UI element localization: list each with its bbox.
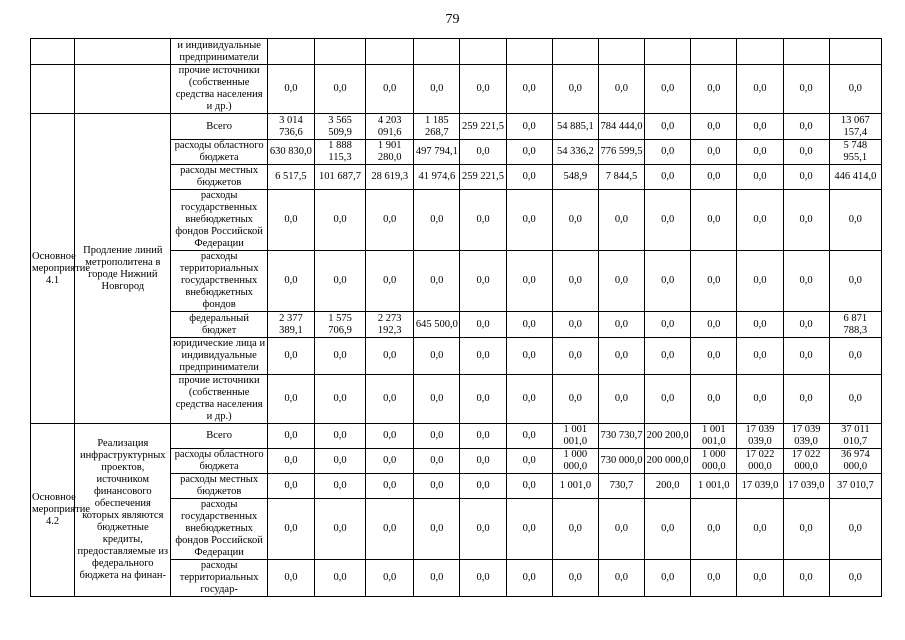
empty-cell: [75, 65, 171, 114]
value-cell: 0,0: [645, 114, 691, 140]
value-cell: [783, 39, 829, 65]
value-cell: 1 001 001,0: [552, 424, 598, 449]
value-cell: 0,0: [506, 251, 552, 312]
value-cell: 0,0: [506, 114, 552, 140]
value-cell: 730 000,0: [598, 449, 644, 474]
value-cell: [414, 39, 460, 65]
value-cell: 0,0: [552, 375, 598, 424]
table-body: [31, 39, 882, 597]
value-cell: [737, 39, 783, 65]
value-cell: [552, 39, 598, 65]
value-cell: 784 444,0: [598, 114, 644, 140]
value-cell: 0,0: [645, 560, 691, 597]
value-cell: 0,0: [366, 449, 414, 474]
value-cell: 1 901 280,0: [366, 140, 414, 165]
value-cell: 0,0: [552, 312, 598, 338]
value-cell: 0,0: [829, 190, 881, 251]
measure-desc: Продление линий метрополитена в городе Нижний Новгород: [75, 114, 171, 424]
value-cell: 0,0: [414, 499, 460, 560]
value-cell: 645 500,0: [414, 312, 460, 338]
value-cell: 0,0: [737, 165, 783, 190]
value-cell: 0,0: [267, 251, 314, 312]
value-cell: 776 599,5: [598, 140, 644, 165]
value-cell: 0,0: [314, 424, 365, 449]
value-cell: 0,0: [366, 424, 414, 449]
value-cell: 17 039,0: [783, 474, 829, 499]
value-cell: 0,0: [506, 474, 552, 499]
value-cell: 0,0: [552, 65, 598, 114]
value-cell: 0,0: [460, 375, 506, 424]
value-cell: 54 885,1: [552, 114, 598, 140]
value-cell: 0,0: [691, 251, 737, 312]
value-cell: 0,0: [267, 375, 314, 424]
table-row: [31, 424, 882, 449]
value-cell: 17 022 000,0: [783, 449, 829, 474]
value-cell: [314, 39, 365, 65]
value-cell: 0,0: [460, 424, 506, 449]
value-cell: 259 221,5: [460, 165, 506, 190]
value-cell: 0,0: [460, 251, 506, 312]
value-cell: [506, 39, 552, 65]
value-cell: 0,0: [366, 375, 414, 424]
value-cell: 0,0: [737, 375, 783, 424]
value-cell: 0,0: [460, 499, 506, 560]
empty-cell: [31, 65, 75, 114]
value-cell: 6 517,5: [267, 165, 314, 190]
value-cell: 0,0: [645, 312, 691, 338]
value-cell: 497 794,1: [414, 140, 460, 165]
value-cell: 0,0: [506, 65, 552, 114]
value-cell: 0,0: [414, 251, 460, 312]
value-cell: 730 730,7: [598, 424, 644, 449]
value-cell: 0,0: [691, 114, 737, 140]
value-cell: 28 619,3: [366, 165, 414, 190]
value-cell: 0,0: [783, 375, 829, 424]
value-cell: 0,0: [366, 190, 414, 251]
value-cell: 548,9: [552, 165, 598, 190]
value-cell: [366, 39, 414, 65]
source-cell: федеральный бюджет: [171, 312, 267, 338]
value-cell: 0,0: [366, 474, 414, 499]
value-cell: 0,0: [737, 65, 783, 114]
source-cell: прочие источники (собственные средства населения и др.): [171, 65, 267, 114]
value-cell: 2 273 192,3: [366, 312, 414, 338]
value-cell: 0,0: [783, 312, 829, 338]
value-cell: 5 748 955,1: [829, 140, 881, 165]
value-cell: 730,7: [598, 474, 644, 499]
value-cell: 0,0: [737, 338, 783, 375]
value-cell: 0,0: [506, 312, 552, 338]
value-cell: 0,0: [506, 499, 552, 560]
value-cell: 1 888 115,3: [314, 140, 365, 165]
value-cell: 200 000,0: [645, 449, 691, 474]
value-cell: 7 844,5: [598, 165, 644, 190]
value-cell: 37 010,7: [829, 474, 881, 499]
value-cell: 3 014 736,6: [267, 114, 314, 140]
value-cell: 0,0: [314, 251, 365, 312]
value-cell: [645, 39, 691, 65]
value-cell: 0,0: [691, 375, 737, 424]
value-cell: 13 067 157,4: [829, 114, 881, 140]
value-cell: [267, 39, 314, 65]
value-cell: 0,0: [314, 560, 365, 597]
value-cell: 0,0: [598, 312, 644, 338]
measure-name: Основное мероприятие 4.2: [31, 424, 75, 597]
source-cell: расходы государственных внебюджетных фондов Российской Федерации: [171, 190, 267, 251]
source-cell: расходы местных бюджетов: [171, 165, 267, 190]
value-cell: 0,0: [314, 190, 365, 251]
value-cell: 4 203 091,6: [366, 114, 414, 140]
value-cell: 0,0: [829, 560, 881, 597]
source-cell: Всего: [171, 424, 267, 449]
source-cell: расходы территориальных государственных внебюджетных фондов: [171, 251, 267, 312]
table-row: [31, 39, 882, 65]
value-cell: 17 039,0: [737, 474, 783, 499]
value-cell: 0,0: [645, 499, 691, 560]
value-cell: 17 039 039,0: [783, 424, 829, 449]
value-cell: 0,0: [506, 190, 552, 251]
value-cell: 0,0: [645, 251, 691, 312]
value-cell: 0,0: [314, 338, 365, 375]
value-cell: 0,0: [645, 165, 691, 190]
value-cell: 0,0: [737, 312, 783, 338]
source-cell: и индивидуальные предприниматели: [171, 39, 267, 65]
source-cell: расходы областного бюджета: [171, 449, 267, 474]
value-cell: 0,0: [691, 312, 737, 338]
value-cell: 0,0: [598, 65, 644, 114]
value-cell: 630 830,0: [267, 140, 314, 165]
value-cell: 0,0: [366, 560, 414, 597]
value-cell: 0,0: [414, 560, 460, 597]
value-cell: 0,0: [506, 165, 552, 190]
value-cell: 0,0: [460, 449, 506, 474]
value-cell: 1 185 268,7: [414, 114, 460, 140]
value-cell: 0,0: [267, 65, 314, 114]
value-cell: 0,0: [737, 560, 783, 597]
value-cell: 0,0: [552, 499, 598, 560]
value-cell: 6 871 788,3: [829, 312, 881, 338]
value-cell: 0,0: [783, 499, 829, 560]
value-cell: 0,0: [414, 474, 460, 499]
value-cell: 0,0: [506, 424, 552, 449]
value-cell: 0,0: [552, 560, 598, 597]
value-cell: 0,0: [645, 65, 691, 114]
value-cell: 0,0: [783, 140, 829, 165]
value-cell: 0,0: [598, 499, 644, 560]
source-cell: прочие источники (собственные средства населения и др.): [171, 375, 267, 424]
value-cell: 41 974,6: [414, 165, 460, 190]
value-cell: 0,0: [783, 251, 829, 312]
value-cell: 0,0: [366, 251, 414, 312]
value-cell: 0,0: [506, 140, 552, 165]
value-cell: 1 575 706,9: [314, 312, 365, 338]
measure-name: Основное мероприятие 4.1: [31, 114, 75, 424]
value-cell: 1 001,0: [691, 474, 737, 499]
value-cell: 0,0: [314, 499, 365, 560]
value-cell: 0,0: [314, 449, 365, 474]
value-cell: 1 000 000,0: [691, 449, 737, 474]
value-cell: 0,0: [783, 65, 829, 114]
value-cell: 0,0: [691, 165, 737, 190]
value-cell: 0,0: [506, 375, 552, 424]
value-cell: 36 974 000,0: [829, 449, 881, 474]
value-cell: [598, 39, 644, 65]
value-cell: 0,0: [737, 140, 783, 165]
value-cell: 0,0: [829, 251, 881, 312]
value-cell: 446 414,0: [829, 165, 881, 190]
value-cell: 0,0: [366, 499, 414, 560]
value-cell: 0,0: [691, 560, 737, 597]
source-cell: расходы государственных внебюджетных фондов Российской Федерации: [171, 499, 267, 560]
value-cell: 0,0: [267, 449, 314, 474]
value-cell: 0,0: [506, 449, 552, 474]
value-cell: 0,0: [598, 338, 644, 375]
value-cell: 0,0: [460, 560, 506, 597]
value-cell: 0,0: [414, 190, 460, 251]
value-cell: 0,0: [267, 338, 314, 375]
value-cell: 0,0: [552, 190, 598, 251]
value-cell: 0,0: [829, 499, 881, 560]
value-cell: 0,0: [314, 65, 365, 114]
value-cell: 17 022 000,0: [737, 449, 783, 474]
value-cell: 17 039 039,0: [737, 424, 783, 449]
value-cell: 0,0: [414, 375, 460, 424]
value-cell: 0,0: [737, 499, 783, 560]
value-cell: 0,0: [414, 65, 460, 114]
value-cell: 3 565 509,9: [314, 114, 365, 140]
value-cell: 0,0: [783, 190, 829, 251]
value-cell: 0,0: [691, 190, 737, 251]
value-cell: 0,0: [783, 114, 829, 140]
value-cell: [691, 39, 737, 65]
value-cell: [460, 39, 506, 65]
value-cell: 0,0: [783, 338, 829, 375]
value-cell: 0,0: [598, 560, 644, 597]
value-cell: 0,0: [645, 140, 691, 165]
source-cell: Всего: [171, 114, 267, 140]
value-cell: 0,0: [267, 190, 314, 251]
value-cell: 200 200,0: [645, 424, 691, 449]
value-cell: 259 221,5: [460, 114, 506, 140]
value-cell: 0,0: [460, 312, 506, 338]
value-cell: 0,0: [829, 338, 881, 375]
value-cell: 0,0: [267, 474, 314, 499]
value-cell: 37 011 010,7: [829, 424, 881, 449]
value-cell: 54 336,2: [552, 140, 598, 165]
empty-cell: [31, 39, 75, 65]
table-row: [31, 65, 882, 114]
value-cell: 0,0: [460, 338, 506, 375]
value-cell: 0,0: [783, 165, 829, 190]
measure-desc: Реализация инфраструктурных проектов, источником финансового обеспечения которых являются бюджетные кредиты, предоставляемые из федерального бюджета на финан-: [75, 424, 171, 597]
source-cell: расходы местных бюджетов: [171, 474, 267, 499]
value-cell: 0,0: [552, 338, 598, 375]
value-cell: 0,0: [691, 140, 737, 165]
value-cell: 0,0: [314, 474, 365, 499]
value-cell: 0,0: [460, 190, 506, 251]
value-cell: 0,0: [645, 190, 691, 251]
value-cell: 1 001 001,0: [691, 424, 737, 449]
source-cell: расходы территориальных государ-: [171, 560, 267, 597]
value-cell: 0,0: [460, 140, 506, 165]
value-cell: 0,0: [829, 375, 881, 424]
value-cell: 0,0: [645, 375, 691, 424]
value-cell: 0,0: [691, 499, 737, 560]
value-cell: 0,0: [267, 424, 314, 449]
value-cell: 0,0: [691, 65, 737, 114]
value-cell: 0,0: [598, 375, 644, 424]
value-cell: 0,0: [366, 65, 414, 114]
value-cell: 2 377 389,1: [267, 312, 314, 338]
value-cell: 0,0: [737, 190, 783, 251]
value-cell: 0,0: [829, 65, 881, 114]
value-cell: 0,0: [598, 190, 644, 251]
value-cell: 0,0: [267, 560, 314, 597]
value-cell: 0,0: [552, 251, 598, 312]
value-cell: 1 000 000,0: [552, 449, 598, 474]
value-cell: 0,0: [783, 560, 829, 597]
page-number: 79: [445, 12, 460, 27]
value-cell: 0,0: [691, 338, 737, 375]
value-cell: 0,0: [460, 65, 506, 114]
table-row: [31, 114, 882, 140]
empty-cell: [75, 39, 171, 65]
value-cell: [829, 39, 881, 65]
budget-table: [30, 38, 882, 597]
value-cell: 0,0: [506, 560, 552, 597]
value-cell: 101 687,7: [314, 165, 365, 190]
value-cell: 0,0: [598, 251, 644, 312]
value-cell: 200,0: [645, 474, 691, 499]
value-cell: 0,0: [314, 375, 365, 424]
value-cell: 0,0: [267, 499, 314, 560]
source-cell: расходы областного бюджета: [171, 140, 267, 165]
value-cell: 0,0: [460, 474, 506, 499]
value-cell: 0,0: [645, 338, 691, 375]
value-cell: 1 001,0: [552, 474, 598, 499]
value-cell: 0,0: [414, 449, 460, 474]
value-cell: 0,0: [506, 338, 552, 375]
value-cell: 0,0: [737, 114, 783, 140]
value-cell: 0,0: [414, 424, 460, 449]
value-cell: 0,0: [366, 338, 414, 375]
source-cell: юридические лица и индивидуальные предприниматели: [171, 338, 267, 375]
value-cell: 0,0: [737, 251, 783, 312]
value-cell: 0,0: [414, 338, 460, 375]
